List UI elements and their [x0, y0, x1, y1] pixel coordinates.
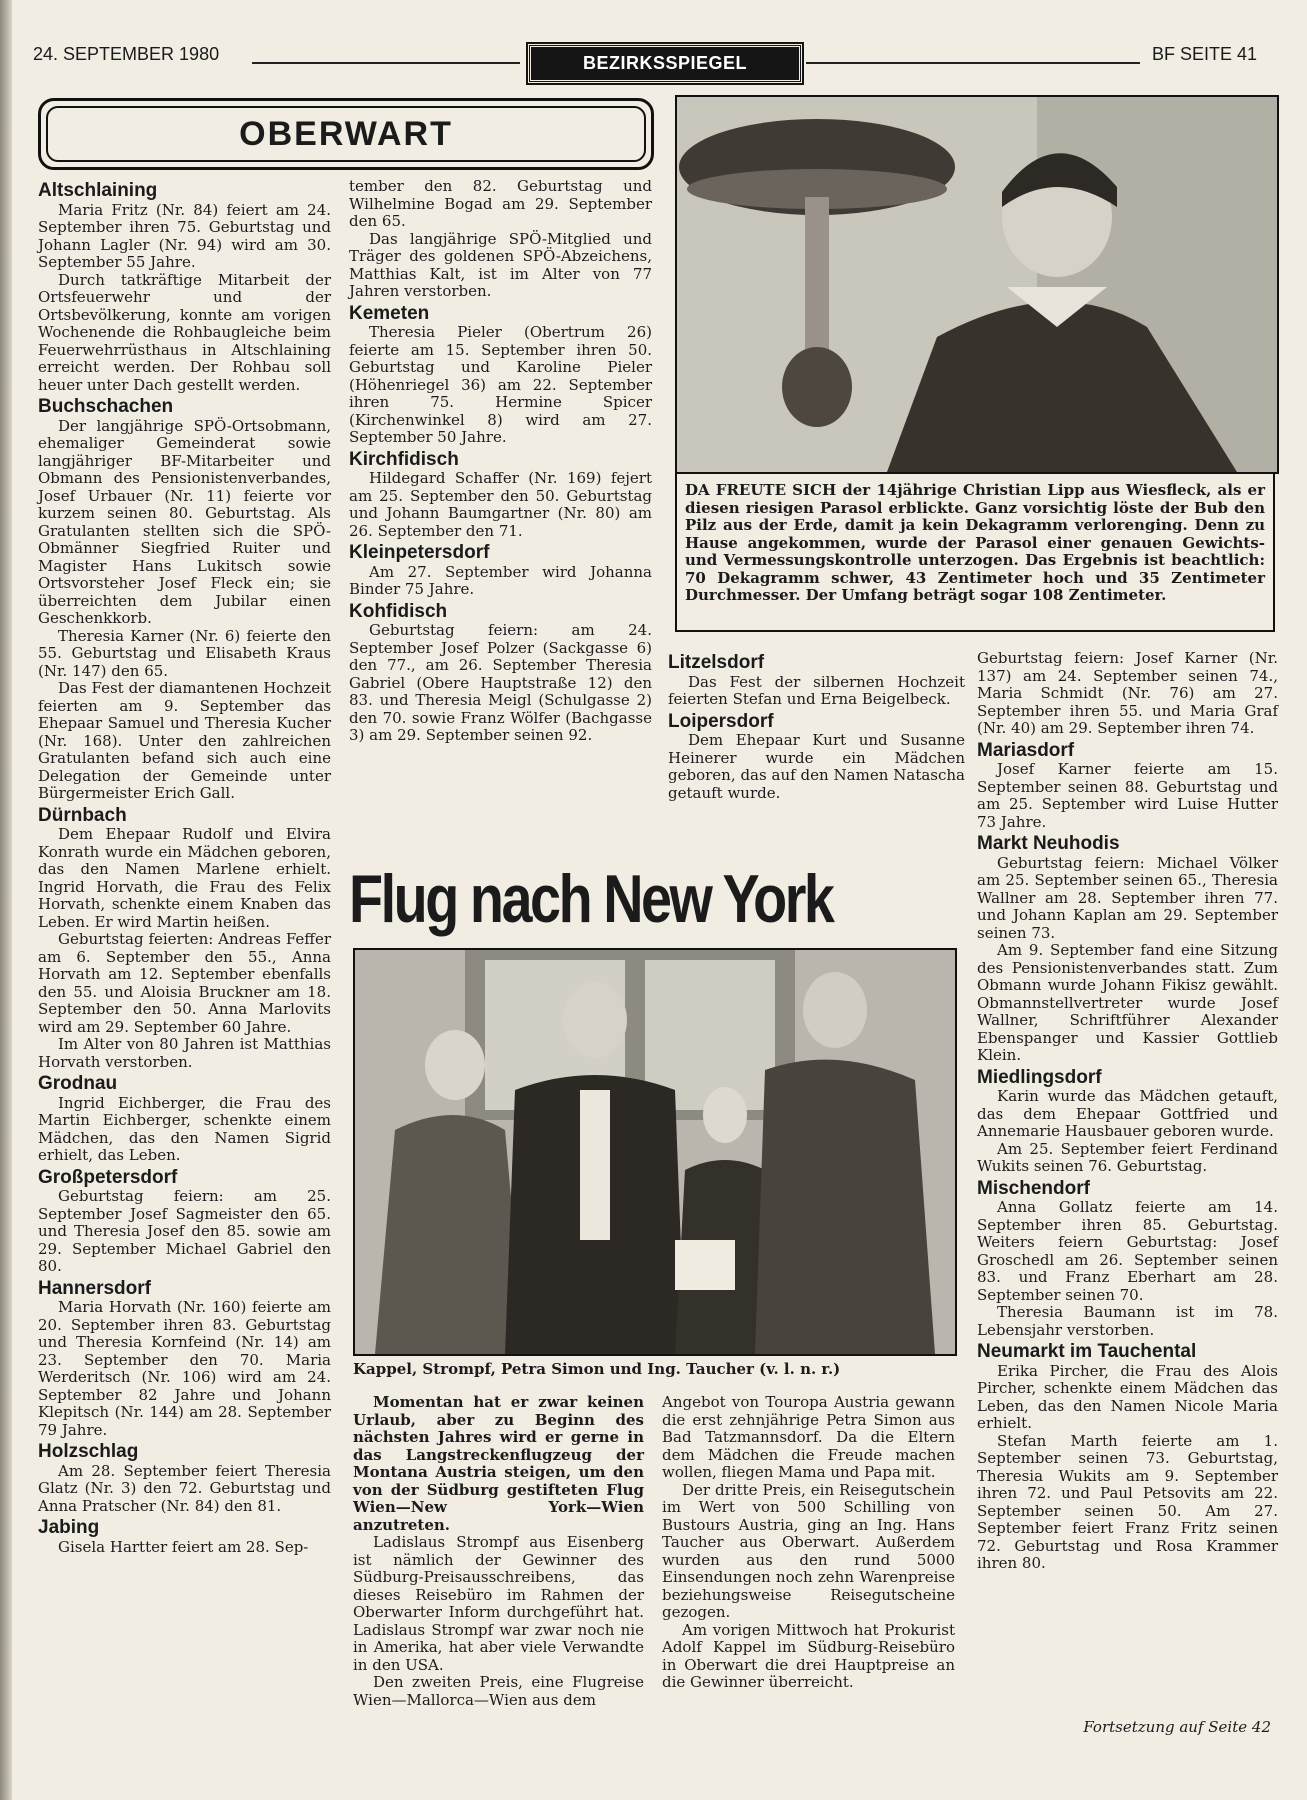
place-heading: Holzschlag [38, 1441, 139, 1462]
news-paragraph: Maria Horvath (Nr. 160) feierte am 20. September ihren 83. Geburtstag und Theresia Kornfeind (Nr. 14) am 23. September den 70. Maria Werderitsch (Nr. 106) wird am 24. September 82 Jahre und Johann Klepitsch (Nr. 144) am 28. September 79 Jahre. [38, 1298, 331, 1439]
news-paragraph: Am 27. September wird Johanna Binder 75 Jahre. [349, 562, 652, 598]
place-heading: Mariasdorf [977, 739, 1075, 761]
article-headline: Flug nach New York [349, 861, 833, 937]
header-rule-left [252, 62, 520, 64]
news-paragraph: Dem Ehepaar Rudolf und Elvira Konrath wurde ein Mädchen geboren, das den Namen Marlene erhielt. Ingrid Horvath, die Frau des Felix Horvath, schenkte einem Knaben das Leben. Er wird Martin heißen. [38, 825, 331, 931]
page-fold-shadow [0, 0, 12, 1800]
news-paragraph: Das Fest der diamantenen Hochzeit feierten am 9. September das Ehepaar Samuel und Theresia Kucher (Nr. 168). Unter den zahlreichen Gratulanten befand sich auch eine Delegation der Gemeinde unter Bürgermeister Erich Gall. [38, 679, 331, 802]
news-paragraph: Ingrid Eichberger, die Frau des Martin Eichberger, schenkte einem Mädchen, das den Namen Sigrid erhielt, das Leben. [38, 1093, 331, 1164]
news-paragraph: Im Alter von 80 Jahren ist Matthias Horvath verstorben. [38, 1035, 331, 1071]
place-heading: Litzelsdorf [668, 652, 765, 673]
section-title: OBERWART [46, 106, 646, 162]
header-rule-right [806, 62, 1140, 64]
place-heading: Kohfidisch [349, 600, 448, 622]
news-paragraph: Geburtstag feierten: Andreas Feffer am 6. September den 55., Anna Horvath am 12. September ebenfalls den 55. und Aloisia Bruckner am 18. September den 50. Anna Marlovits wird am 29. September 60 Jahre. [38, 930, 331, 1036]
mushroom-photo-drawing [677, 97, 1277, 472]
article-column-b [662, 1394, 955, 1692]
news-paragraph: Stefan Marth feierte am 1. September seinen 73. Geburtstag, Theresia Wukits am 9. September ihren 72. und Paul Petsovits am 22. September seinen 50. Am 27. September feiert Franz Fritz seinen 72. Geburtstag und Rosa Krammer ihren 80. [977, 1431, 1278, 1572]
news-paragraph: Durch tatkräftige Mitarbeit der Ortsfeuerwehr und der Ortsbevölkerung, konnte am vorigen Wochenende die Rohbaugleiche beim Feuerwehrrüsthaus in Altschlaining erreicht werden. Der Rohbau soll heuer unter Dach gestellt werden. [38, 270, 331, 394]
news-paragraph: Theresia Karner (Nr. 6) feierte den 55. Geburtstag und Elisabeth Kraus (Nr. 147) den 65. [38, 626, 331, 680]
place-heading: Jabing [38, 1517, 100, 1538]
group-photo [353, 948, 957, 1356]
article-paragraph: Ladislaus Strompf aus Eisenberg ist nämlich der Gewinner des Südburg-Preisausschreibens, das dieses Reisebüro im Rahmen der Oberwarter Inform durchgeführt hat. Ladislaus Strompf war zwar noch nie in Amerika, hat aber viele Verwandte in den USA. [353, 1533, 644, 1674]
place-heading: Buchschachen [38, 396, 174, 417]
news-paragraph: Am 25. September feiert Ferdinand Wukits seinen 76. Geburtstag. [977, 1139, 1278, 1175]
section-kicker: BEZIRKSSPIEGEL [528, 44, 802, 83]
place-heading: Kirchfidisch [349, 448, 459, 470]
news-paragraph: Dem Ehepaar Kurt und Susanne Heinerer wurde ein Mädchen geboren, das auf den Namen Natascha getauft wurde. [668, 731, 965, 802]
news-paragraph: Geburtstag feiern: Josef Karner (Nr. 137) am 24. September seinen 74., Maria Schmidt (Nr. 76) am 27. September ihren 55. und Maria Graf (Nr. 40) am 29. September ihren 74. [977, 649, 1278, 737]
news-paragraph: Gisela Hartter feiert am 28. Sep- [58, 1537, 309, 1556]
place-heading: Dürnbach [38, 804, 127, 826]
news-paragraph: Geburtstag feiern: Michael Völker am 25. September seinen 65., Theresia Wallner am 28. September ihren 77. und Johann Kaplan am 29. September seinen 73. [977, 853, 1278, 942]
news-paragraph: Der langjährige SPÖ-Ortsobmann, ehemaliger Gemeinderat sowie langjähriger BF-Mitarbeiter und Obmann des Pensionistenverbandes, Josef Urbauer (Nr. 11) feierte vor kurzem seinen 80. Geburtstag. Als Gratulanten stellten sich die SPÖ-Obmänner Siegfried Ruiter und Magister Hans Lukitsch sowie Ortsvorsteher Josef Fleck ein; sie überreichten dem Jubilar einen Geschenkkorb. [38, 416, 331, 627]
mushroom-photo [675, 95, 1279, 474]
news-paragraph: Theresia Baumann ist im 78. Lebensjahr verstorben. [977, 1303, 1278, 1339]
place-heading: Loipersdorf [668, 710, 774, 732]
place-heading: Mischendorf [977, 1177, 1090, 1199]
article-column-a [353, 1394, 644, 1709]
place-heading: Kleinpetersdorf [349, 542, 490, 563]
place-heading: Miedlingsdorf [977, 1066, 1102, 1088]
section-title-box [38, 98, 654, 170]
place-heading: Großpetersdorf [38, 1166, 178, 1188]
article-paragraph: Den zweiten Preis, eine Flugreise Wien—Mallorca—Wien aus dem [353, 1673, 644, 1709]
place-heading: Hannersdorf [38, 1277, 151, 1299]
group-photo-caption: Kappel, Strompf, Petra Simon und Ing. Taucher (v. l. n. r.) [353, 1360, 841, 1378]
news-paragraph: Das langjährige SPÖ-Mitglied und Träger des goldenen SPÖ-Abzeichens, Matthias Kalt, ist im Alter von 77 Jahren verstorben. [349, 229, 652, 300]
place-heading: Neumarkt im Tauchental [977, 1341, 1197, 1362]
news-paragraph: Geburtstag feiern: am 24. September Josef Polzer (Sackgasse 6) den 77., am 26. September Theresia Gabriel (Obere Hauptstraße 12) den 83. und Theresia Meigl (Schulgasse 2) den 70. sowie Franz Wölfer (Bachgasse 3) am 29. September seinen 92. [349, 621, 652, 744]
issue-date: 24. SEPTEMBER 1980 [33, 44, 220, 64]
news-paragraph: tember den 82. Geburtstag und Wilhelmine Bogad am 29. September den 65. [349, 177, 652, 230]
news-paragraph: Theresia Pieler (Obertrum 26) feierte am 15. September ihren 50. Geburtstag und Karoline Pieler (Höhenriegel 36) am 22. September ihren 75. Hermine Spicer (Kirchenwinkel 8) wird am 27. September 50 Jahre. [349, 323, 652, 446]
group-photo-drawing [355, 950, 955, 1354]
article-paragraph: Angebot von Touropa Austria gewann die erst zehnjährige Petra Simon aus Bad Tatzmannsdorf. Da die Eltern dem Mädchen die Freude machen wollen, fliegen Mama und Papa mit. [662, 1393, 955, 1481]
news-paragraph: Am 9. September fand eine Sitzung des Pensionistenverbandes statt. Zum Obmann wurde Johann Fikisz gewählt. Obmannstellvertreter wurde Josef Wallner, Schriftführer Alexander Ebenspanger und Kassier Gottlieb Klein. [977, 941, 1278, 1064]
news-paragraph: Am 28. September feiert Theresia Glatz (Nr. 3) den 72. Geburtstag und Anna Pratscher (Nr. 84) den 81. [38, 1461, 331, 1515]
place-heading: Markt Neuhodis [977, 833, 1120, 854]
news-paragraph: Anna Gollatz feierte am 14. September ihren 85. Geburtstag. Weiters feiern Geburtstag: Josef Groschedl am 26. September seinen 83. und Franz Eberhart am 28. September seinen 70. [977, 1198, 1278, 1304]
place-heading: Grodnau [38, 1073, 118, 1094]
page-number: BF SEITE 41 [1152, 44, 1258, 64]
news-paragraph: Geburtstag feiern: am 25. September Josef Sagmeister den 65. und Theresia Josef den 85. sowie am 29. September Michael Gabriel den 80. [38, 1187, 331, 1275]
place-heading: Kemeten [349, 302, 430, 324]
column-4 [977, 650, 1278, 1573]
continuation-note: Fortsetzung auf Seite 42 [1083, 1718, 1271, 1736]
column-1 [38, 178, 331, 1556]
news-paragraph: Erika Pircher, die Frau des Alois Pircher, schenkte einem Mädchen das Leben, das den Namen Nicole Maria erhielt. [977, 1361, 1278, 1432]
article-paragraph: Am vorigen Mittwoch hat Prokurist Adolf Kappel im Südburg-Reisebüro in Oberwart die drei Hauptpreise an die Gewinner überreicht. [662, 1620, 955, 1691]
column-2 [349, 178, 652, 745]
news-paragraph: Hildegard Schaffer (Nr. 169) fejert am 25. September den 50. Geburtstag und Johann Baumgartner (Nr. 80) am 26. September den 71. [349, 469, 652, 540]
news-paragraph: Das Fest der silbernen Hochzeit feierten Stefan und Erna Beigelbeck. [668, 672, 965, 708]
place-heading: Altschlaining [38, 180, 158, 201]
article-paragraph: Momentan hat er zwar keinen Urlaub, aber zu Beginn des nächsten Jahres wird er gerne in das Langstreckenflugzeug der Montana Austria steigen, um den von der Südburg gestifteten Flug Wien—New York—Wien anzutreten. [353, 1393, 644, 1534]
column-3-top [668, 650, 965, 802]
mushroom-photo-caption: DA FREUTE SICH der 14jährige Christian Lipp aus Wiesfleck, als er diesen riesigen Parasol erblickte. Ganz vorsichtig löste der Bub den Pilz aus der Erde, damit ja kein Dekagramm verlorenging. Denn zu Hause angekommen, wurde der Parasol einer genauen Gewichts- und Vermessungskontrolle unterzogen. Das Ergebnis ist beachtlich: 70 Dekagramm schwer, 43 Zentimeter hoch und 35 Zentimeter Durchmesser. Der Umfang beträgt sogar 108 Zentimeter. [675, 472, 1275, 632]
news-paragraph: Karin wurde das Mädchen getauft, das dem Ehepaar Gottfried und Annemarie Hausbauer geboren wurde. [977, 1087, 1278, 1140]
article-paragraph: Der dritte Preis, ein Reisegutschein im Wert von 500 Schilling von Bustours Austria, ging an Ing. Hans Taucher aus Oberwart. Außerdem wurden aus den rund 5000 Einsendungen noch zehn Warenpreise beziehungsweise Reisegutscheine gezogen. [662, 1480, 955, 1621]
news-paragraph: Josef Karner feierte am 15. September seinen 88. Geburtstag und am 25. September wird Luise Hutter 73 Jahre. [977, 760, 1278, 831]
news-paragraph: Maria Fritz (Nr. 84) feiert am 24. September ihren 75. Geburtstag und Johann Lagler (Nr. 94) wird am 30. September 55 Jahre. [38, 200, 331, 271]
